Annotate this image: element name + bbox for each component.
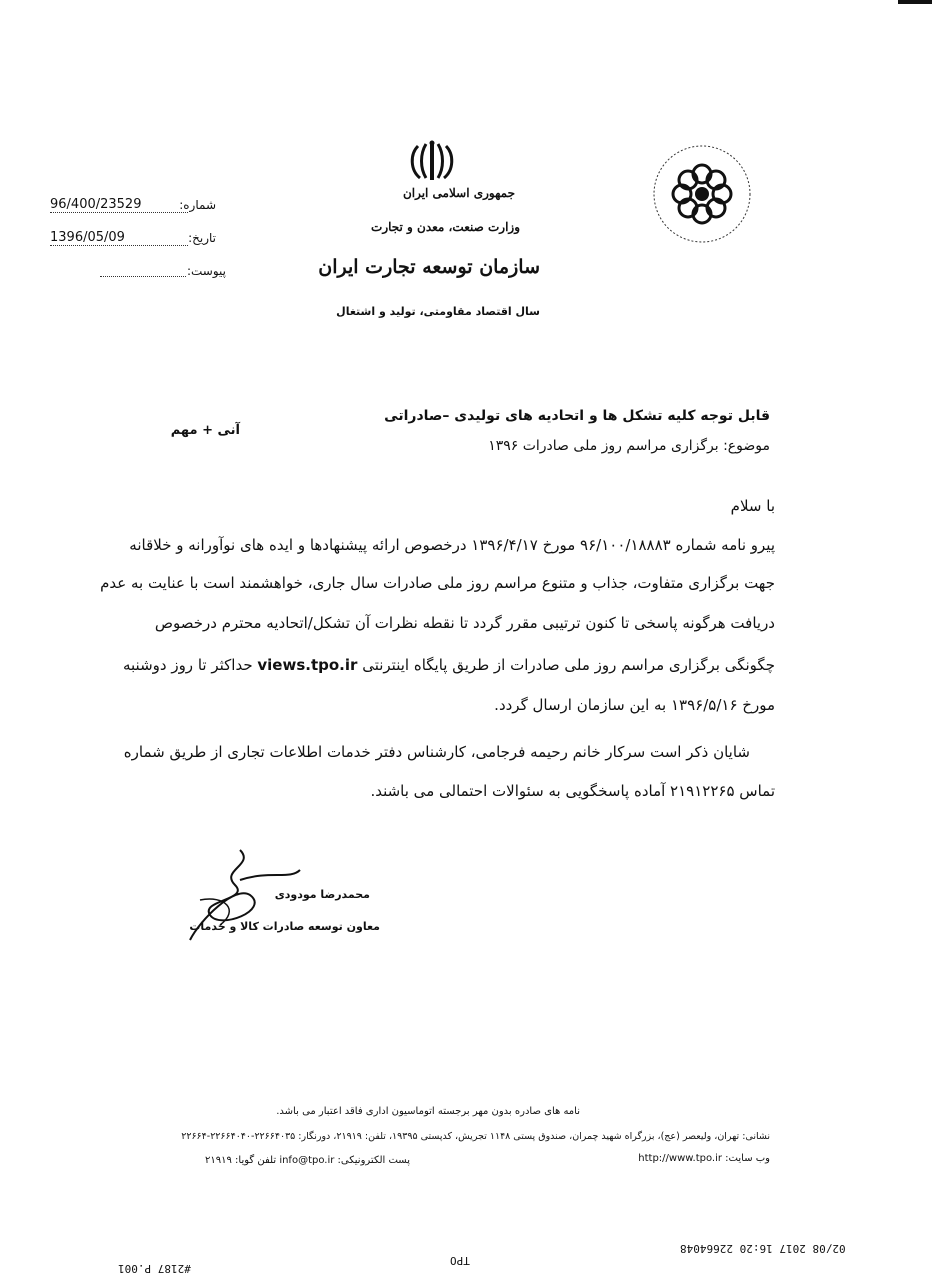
website-label: وب سایت: xyxy=(725,1153,770,1164)
footer-website-row xyxy=(520,1153,770,1164)
views-link[interactable]: views.tpo.ir xyxy=(257,656,358,674)
ministry-title: وزارت صنعت، معدن و تجارت xyxy=(371,220,520,234)
fax-line-3: #2187 P.001 xyxy=(118,1262,191,1275)
organization-title: سازمان توسعه تجارت ایران xyxy=(318,256,540,278)
tpo-logo-icon xyxy=(648,140,756,248)
body-line-1: پیرو نامه شماره ۹۶/۱۰۰/۱۸۸۸۳ مورخ ۱۳۹۶/۴/۱۷ درخصوص ارائه پیشنهادها و ایده های نوآورانه و خلاقانه xyxy=(129,536,775,554)
website-link[interactable]: http://www.tpo.ir xyxy=(638,1153,722,1164)
recipient-line: قابل توجه کلیه تشکل ها و اتحادیه های تولیدی –صادراتی xyxy=(384,408,770,424)
body-line-2: جهت برگزاری متفاوت، جذاب و متنوع مراسم روز ملی صادرات سال جاری، خواهشمند است با عنایت به عدم xyxy=(100,574,775,592)
number-dots xyxy=(50,212,188,213)
body-line-3: دریافت هرگونه پاسخی تا کنون ترتیبی مقرر گردد تا نقطه نظرات آن تشکل/اتحادیه محترم درخصوص xyxy=(154,614,775,632)
body-line-4-tail: حداکثر تا روز دوشنبه xyxy=(122,656,253,674)
attachment-label: پیوست: xyxy=(186,264,226,278)
para2-line-2: تماس ۲۱۹۱۲۲۶۵ آماده پاسخگویی به سئوالات احتمالی می باشند. xyxy=(370,782,775,800)
date-dots xyxy=(50,245,188,246)
body-line-4-text: چگونگی برگزاری مراسم روز ملی صادرات از طریق پایگاه اینترنتی xyxy=(362,656,775,674)
email-link[interactable]: info@tpo.ir xyxy=(279,1155,335,1166)
subject-line: موضوع: برگزاری مراسم روز ملی صادرات ۱۳۹۶ xyxy=(488,438,770,454)
date-label: تاریخ: xyxy=(188,231,216,245)
number-value: 96/400/23529 xyxy=(50,197,142,212)
footer-address: نشانی: تهران، ولیعصر (عج)، بزرگراه شهید چمران، صندوق پستی ۱۱۴۸ تجریش، کدپستی ۱۹۳۹۵، تلفن: ۲۱۹۱۹، دورنگار: ۲۲۶۶۴۰۳۵-۲۲۶۶۴۰۴۰-۲۲۶۶۴ xyxy=(181,1131,770,1142)
body-line-5: مورخ ۱۳۹۶/۵/۱۶ به این سازمان ارسال گردد. xyxy=(494,696,775,714)
callcenter: تلفن گویا: ۲۱۹۱۹ xyxy=(205,1155,277,1166)
fax-line-2: TPO xyxy=(450,1254,470,1267)
fax-line-1: 02/08 2017 16:20 22664048 xyxy=(680,1242,846,1255)
signatory-name: محمدرضا مودودی xyxy=(274,888,370,901)
para2-line-1: شایان ذکر است سرکار خانم رحیمه فرجامی، کارشناس دفتر خدمات اطلاعات تجاری از طریق شماره xyxy=(123,743,750,761)
signatory-title: معاون توسعه صادرات کالا و خدمات xyxy=(189,920,380,933)
priority-label: آنی + مهم xyxy=(170,423,240,438)
body-line-4 xyxy=(110,656,775,674)
year-motto: سال اقتصاد مقاومتی، تولید و اشتغال xyxy=(336,305,540,318)
footer-contact-row xyxy=(125,1155,410,1166)
date-value: 1396/05/09 xyxy=(50,230,125,245)
footer-notice: نامه های صادره بدون مهر برجسته اتوماسیون اداری فاقد اعتبار می باشد. xyxy=(276,1106,580,1117)
greeting: با سلام xyxy=(730,497,775,515)
iran-emblem-icon xyxy=(404,140,460,182)
number-label: شماره: xyxy=(179,198,216,212)
attachment-dots xyxy=(100,276,186,277)
corner-mark xyxy=(898,0,932,4)
republic-title: جمهوری اسلامی ایران xyxy=(402,186,515,200)
email-label: پست الکترونیکی: xyxy=(337,1155,410,1166)
